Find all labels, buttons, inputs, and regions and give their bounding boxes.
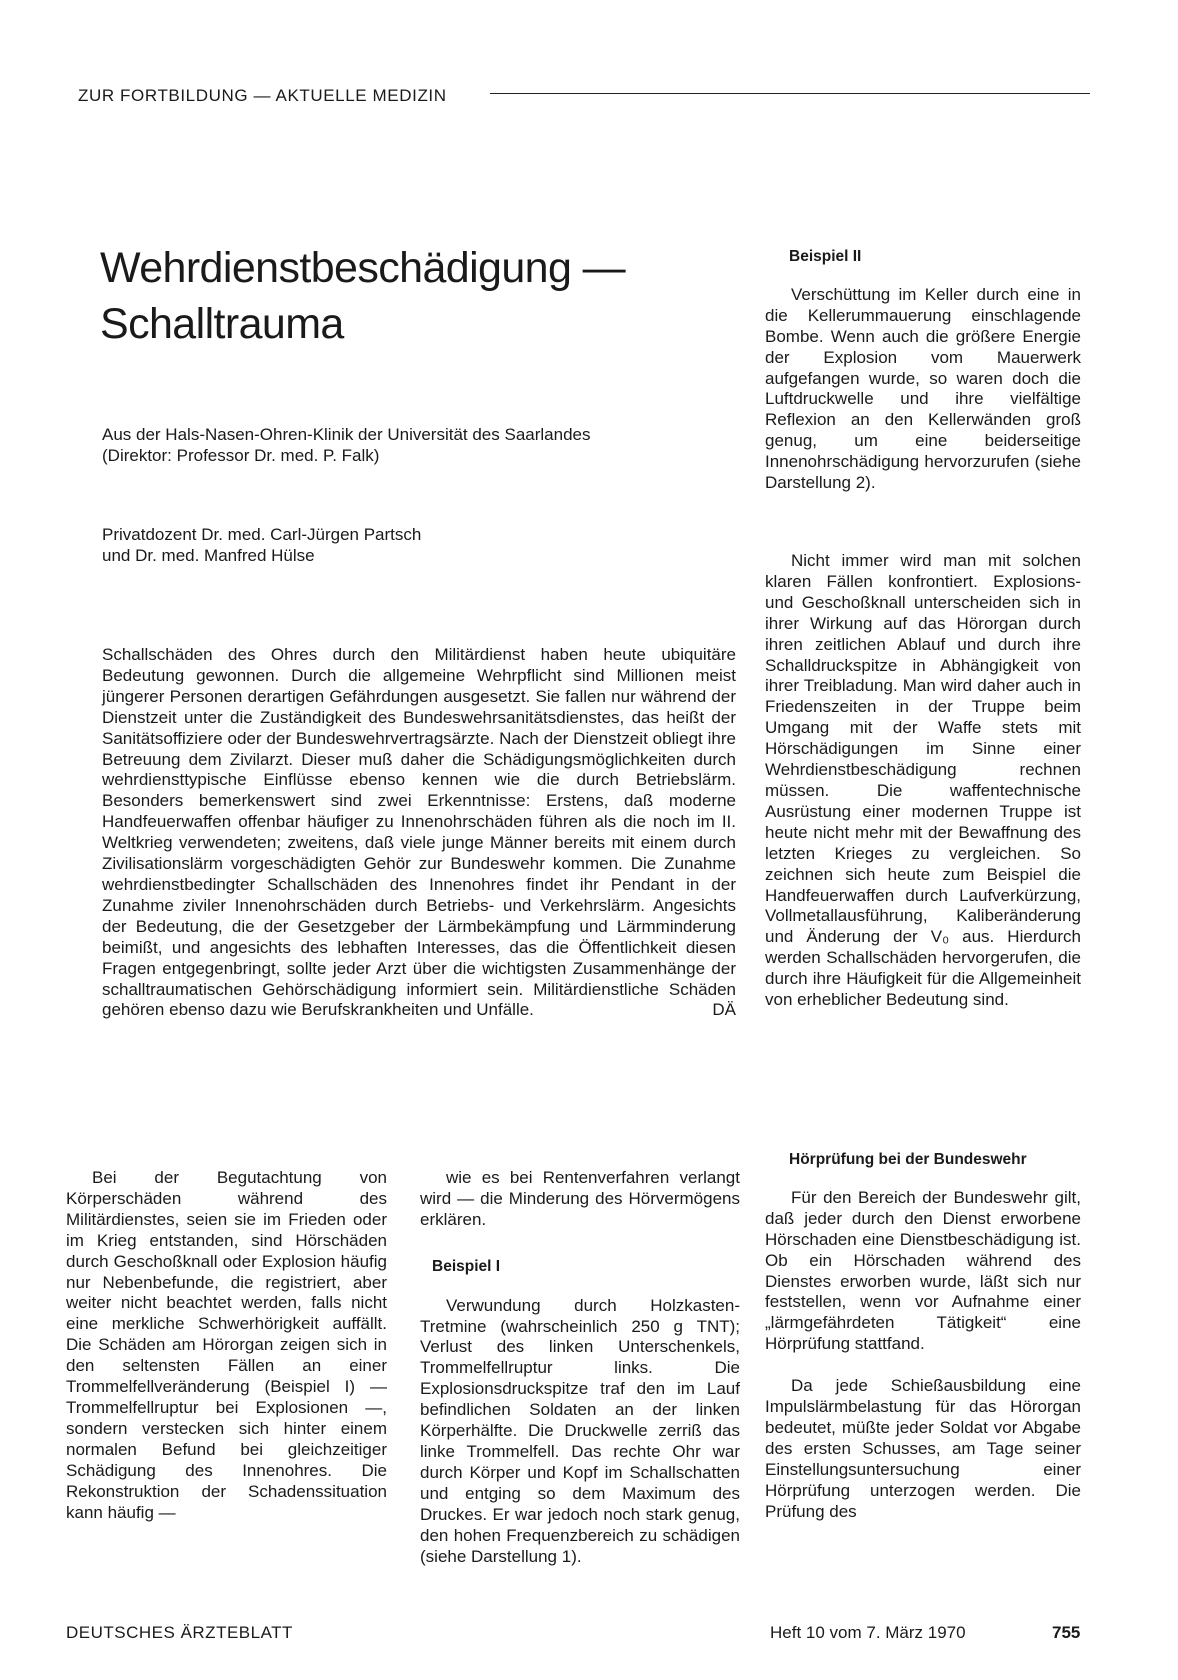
column-right-middle bbox=[765, 551, 1081, 1011]
affiliation bbox=[102, 424, 702, 466]
affiliation-line-1: Aus der Hals-Nasen-Ohren-Klinik der Universität des Saarlandes bbox=[102, 425, 591, 444]
page-number: 755 bbox=[1052, 1623, 1081, 1642]
header-rule bbox=[490, 93, 1090, 94]
article-title bbox=[100, 240, 625, 352]
body-paragraph: wie es bei Rentenverfahren verlangt wird — die Minderung des Hörvermögens erklären. bbox=[420, 1168, 740, 1229]
authors-line-1: Privatdozent Dr. med. Carl-Jürgen Partsch bbox=[102, 525, 422, 544]
column-right-bottom bbox=[765, 1150, 1081, 1523]
body-paragraph: Verschüttung im Keller durch eine in die Kellerummauerung einschlagende Bombe. Wenn auch die größere Energie der Explosion vom Mauerwerk aufgefangen wurde, so waren doch die Luftdruckwelle und ihre vielfältige Reflexion an den Kellerwänden groß genug, um eine beiderseitige Innenohrschädigung hervorzurufen (siehe Darstellung 2). bbox=[765, 284, 1081, 493]
body-paragraph: Bei der Begutachtung von Körperschäden während des Militärdienstes, seien sie im Frieden oder im Krieg entstanden, sind Hörschäden durch Geschoßknall oder Explosion häufig nur Nebenbefunde, die registriert, aber weiter nicht beachtet werden, falls nicht eine merkliche Schwerhörigkeit auffällt. Die Schäden am Hörorgan zeigen sich in den seltensten Fällen an einer Trommelfellveränderung (Beispiel I) — Trommelfellruptur bei Explosionen —, sondern verstecken sich hinter einem normalen Befund bei gleichzeitiger Schädigung des Innenohres. Die Rekonstruktion der Schadenssituation kann häufig — bbox=[66, 1168, 387, 1522]
body-paragraph: Für den Bereich der Bundeswehr gilt, daß jeder durch den Dienst erworbene Hörschaden eine Dienstbeschädigung ist. Ob ein Hörschaden während des Dienstes erworben wurde, läßt sich nur feststellen, wenn vor Aufnahme einer „lärmgefährdeten Tätigkeit“ eine Hörprüfung stattfand. bbox=[765, 1187, 1081, 1354]
body-paragraph: Da jede Schießausbildung eine Impulslärmbelastung für das Hörorgan bedeutet, müßte jeder Soldat vor Abgabe des ersten Schusses, am Tage seiner Einstellungsuntersuchung einer Hörprüfung unterzogen werden. Die Prüfung des bbox=[765, 1376, 1081, 1521]
subheading-beispiel-2: Beispiel II bbox=[789, 248, 862, 265]
title-line-2: Schalltrauma bbox=[100, 300, 344, 348]
authors bbox=[102, 524, 702, 566]
abstract-signature: DÄ bbox=[712, 1000, 736, 1020]
column-left bbox=[66, 1168, 387, 1523]
subheading-hoerpruefung: Hörprüfung bei der Bundeswehr bbox=[789, 1151, 1027, 1168]
subheading-beispiel-1: Beispiel I bbox=[432, 1257, 501, 1275]
journal-name: DEUTSCHES ÄRZTEBLATT bbox=[66, 1623, 293, 1642]
column-middle bbox=[420, 1168, 740, 1567]
body-paragraph: Verwundung durch Holzkasten-Tretmine (wahrscheinlich 250 g TNT); Verlust des linken Unterschenkels, Trommelfellruptur links. Die Explosionsdruckspitze traf den im Lauf befindlichen Soldaten an der linken Körperhälfte. Die Druckwelle zerriß das linke Trommelfell. Das rechte Ohr war durch Körper und Kopf im Schallschatten und entging so dem Maximum des Druckes. Er war jedoch noch stark genug, den hohen Frequenzbereich zu schädigen (siehe Darstellung 1). bbox=[420, 1295, 740, 1566]
body-paragraph: Nicht immer wird man mit solchen klaren Fällen konfrontiert. Explosions- und Geschoßknall unterscheiden sich in ihrer Wirkung auf das Hörorgan durch ihren zeitlichen Ablauf und durch ihre Schalldruckspitze in Abhängigkeit von ihrer Treibladung. Man wird daher auch in Friedenszeiten in der Truppe beim Umgang mit der Waffe stets mit Hörschädigungen im Sinne einer Wehrdienstbeschädigung rechnen müssen. Die waffentechnische Ausrüstung einer modernen Truppe ist heute nicht mehr mit der Bewaffnung des letzten Krieges zu vergleichen. So zeichnen sich heute zum Beispiel die Handfeuerwaffen durch Laufverkürzung, Vollmetallausführung, Kaliberänderung und Änderung der V₀ aus. Hierdurch werden Schallschäden hervorgerufen, die durch ihre Häufigkeit für die Allgemeinheit von erheblicher Bedeutung sind. bbox=[765, 551, 1081, 1010]
abstract bbox=[102, 645, 736, 1021]
abstract-text: Schallschäden des Ohres durch den Militärdienst haben heute ubiquitäre Bedeutung gewonnen. Durch die allgemeine Wehrpflicht sind Millionen meist jüngerer Personen derartigen Gefährdungen ausgesetzt. Sie fallen nur während der Dienstzeit unter die Zuständigkeit des Bundeswehrsanitätsdienstes, das heißt der Sanitätsoffiziere oder der Bundeswehrvertragsärzte. Nach der Dienstzeit obliegt ihre Betreuung dem Zivilarzt. Dieser muß daher die Schädigungsmöglichkeiten durch wehrdiensttypische Einflüsse ebenso kennen wie die durch Betriebslärm. Besonders bemerkenswert sind zwei Erkenntnisse: Erstens, daß moderne Handfeuerwaffen offenbar häufiger zu Innenohrschäden führen als die noch im II. Weltkrieg verwendeten; zweitens, daß viele junge Männer bereits mit einem durch Zivilisationslärm vorgeschädigten Gehör zur Bundeswehr kommen. Die Zunahme wehrdienstbedingter Schallschäden des Innenohres findet ihr Pendant in der Zunahme ziviler Innenohrschäden durch Betriebs- und Verkehrslärm. Angesichts der Bedeutung, die der Gesetzgeber der Lärmbekämpfung und Lärmminderung beimißt, und angesichts des lebhaften Interesses, das die Öffentlichkeit diesen Fragen entgegenbringt, sollte jeder Arzt über die wichtigsten Zusammenhänge der schalltraumatischen Gehörschädigung informiert sein. Militärdienstliche Schäden gehören ebenso dazu wie Berufskrankheiten und Unfälle. bbox=[102, 645, 736, 1020]
title-line-1: Wehrdienstbeschädigung — bbox=[100, 244, 626, 292]
authors-line-2: und Dr. med. Manfred Hülse bbox=[102, 546, 315, 565]
affiliation-line-2: (Direktor: Professor Dr. med. P. Falk) bbox=[102, 446, 380, 465]
column-right-top bbox=[765, 247, 1081, 494]
issue-info: Heft 10 vom 7. März 1970 bbox=[770, 1623, 966, 1642]
section-label: ZUR FORTBILDUNG — AKTUELLE MEDIZIN bbox=[78, 86, 447, 105]
